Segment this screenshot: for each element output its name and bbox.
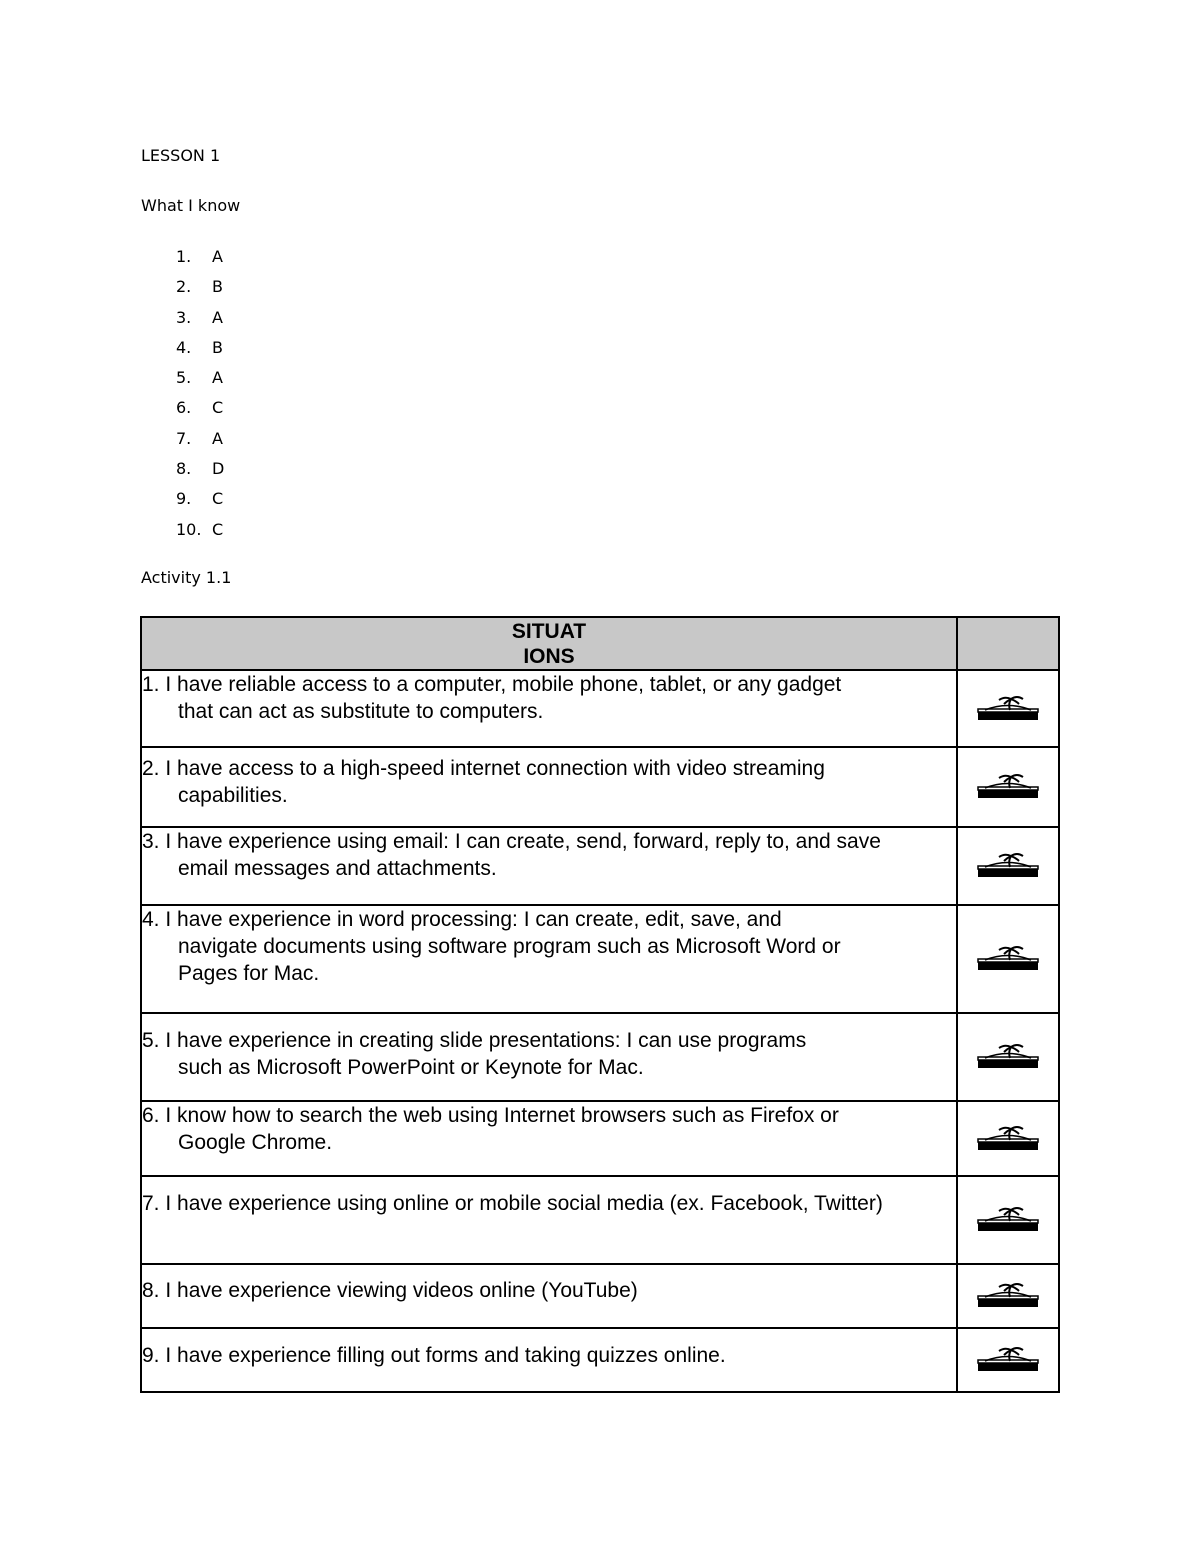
table-row [141,670,1059,747]
header-line: IONS [523,645,575,668]
situation-text-cont: Google Chrome. [178,1131,333,1154]
situations-header [141,617,957,670]
island-icon [958,1206,1058,1234]
answer-value: C [212,519,224,539]
table-row [141,1264,1059,1328]
situation-text: 2. I have access to a high-speed internet connection with video streaming [142,757,825,780]
answer-value: C [212,489,224,509]
situation-text: 6. I know how to search the web using Internet browsers such as Firefox or [142,1104,839,1127]
table-row [141,1328,1059,1392]
island-icon [958,1125,1058,1153]
island-icon [958,773,1058,801]
answer-item [176,247,224,277]
answer-value: A [212,428,223,448]
table-row [141,747,1059,827]
situation-text: 8. I have experience viewing videos online (YouTube) [142,1279,638,1302]
check-cell[interactable] [957,1176,1059,1264]
situation-text-cont: such as Microsoft PowerPoint or Keynote for Mac. [178,1056,644,1079]
answer-number: 1. [176,247,192,266]
situation-cell [141,670,957,747]
answer-item [176,277,224,307]
answer-value: A [212,368,223,388]
answer-item [176,459,224,489]
answer-number: 9. [176,489,192,509]
check-cell[interactable] [957,1264,1059,1328]
table-row [141,1101,1059,1176]
answer-item [176,489,224,519]
answer-item [176,429,224,459]
situations-table [140,616,1060,1393]
table-row [141,905,1059,1013]
answer-number: 4. [176,337,192,357]
table-row [141,1176,1059,1264]
situation-cell [141,827,957,905]
answer-list [176,247,224,550]
answer-number: 6. [176,398,192,418]
situation-text: 1. I have reliable access to a computer, mobile phone, tablet, or any gadget [142,673,842,696]
check-cell[interactable] [957,1328,1059,1392]
answer-value: A [212,307,223,327]
situation-text: 3. I have experience using email: I can create, send, forward, reply to, and save [142,830,881,853]
answer-number: 10. [176,519,202,539]
answer-value: A [212,247,223,266]
situation-text-cont: navigate documents using software program such as Microsoft Word or [178,935,841,958]
answer-item [176,368,224,398]
answer-item [176,520,224,550]
answer-number: 2. [176,277,192,297]
lesson-title: LESSON 1 [141,146,221,165]
answer-value: C [212,398,224,418]
table-header-row [141,617,1059,670]
answer-item [176,398,224,428]
island-icon [958,695,1058,723]
situation-text: 7. I have experience using online or mobile social media (ex. Facebook, Twitter) [142,1192,883,1215]
situation-text-cont: email messages and attachments. [178,857,497,880]
situation-cell [141,1101,957,1176]
answer-number: 3. [176,307,192,327]
check-cell[interactable] [957,1013,1059,1101]
answer-item [176,338,224,368]
situation-text-cont: that can act as substitute to computers. [178,700,544,723]
situation-text: 5. I have experience in creating slide presentations: I can use programs [142,1029,807,1052]
island-icon [958,945,1058,973]
answer-value: D [212,459,225,479]
header-line: SITUAT [511,620,587,643]
section-title: What I know [141,196,241,215]
check-cell[interactable] [957,1101,1059,1176]
situation-text: 9. I have experience filling out forms and taking quizzes online. [142,1344,726,1367]
situation-text: 4. I have experience in word processing: I can create, edit, save, and [142,908,782,931]
island-icon [958,1282,1058,1310]
situation-cell [141,1176,957,1264]
check-cell[interactable] [957,747,1059,827]
situation-cell [141,905,957,1013]
situation-cell [141,747,957,827]
check-cell[interactable] [957,905,1059,1013]
activity-title: Activity 1.1 [141,568,232,587]
check-cell[interactable] [957,827,1059,905]
table-row [141,827,1059,905]
situation-cell [141,1328,957,1392]
island-icon [958,1043,1058,1071]
situation-text-cont: Pages for Mac. [178,962,320,985]
table-row [141,1013,1059,1101]
situation-cell [141,1264,957,1328]
answer-number: 7. [176,428,192,448]
answer-number: 8. [176,459,192,479]
check-header [957,617,1059,670]
answer-number: 5. [176,368,192,388]
answer-value: B [212,277,223,297]
answer-value: B [212,337,223,357]
island-icon [958,1346,1058,1374]
check-cell[interactable] [957,670,1059,747]
situation-cell [141,1013,957,1101]
situation-text-cont: capabilities. [178,784,288,807]
answer-item [176,308,224,338]
island-icon [958,852,1058,880]
